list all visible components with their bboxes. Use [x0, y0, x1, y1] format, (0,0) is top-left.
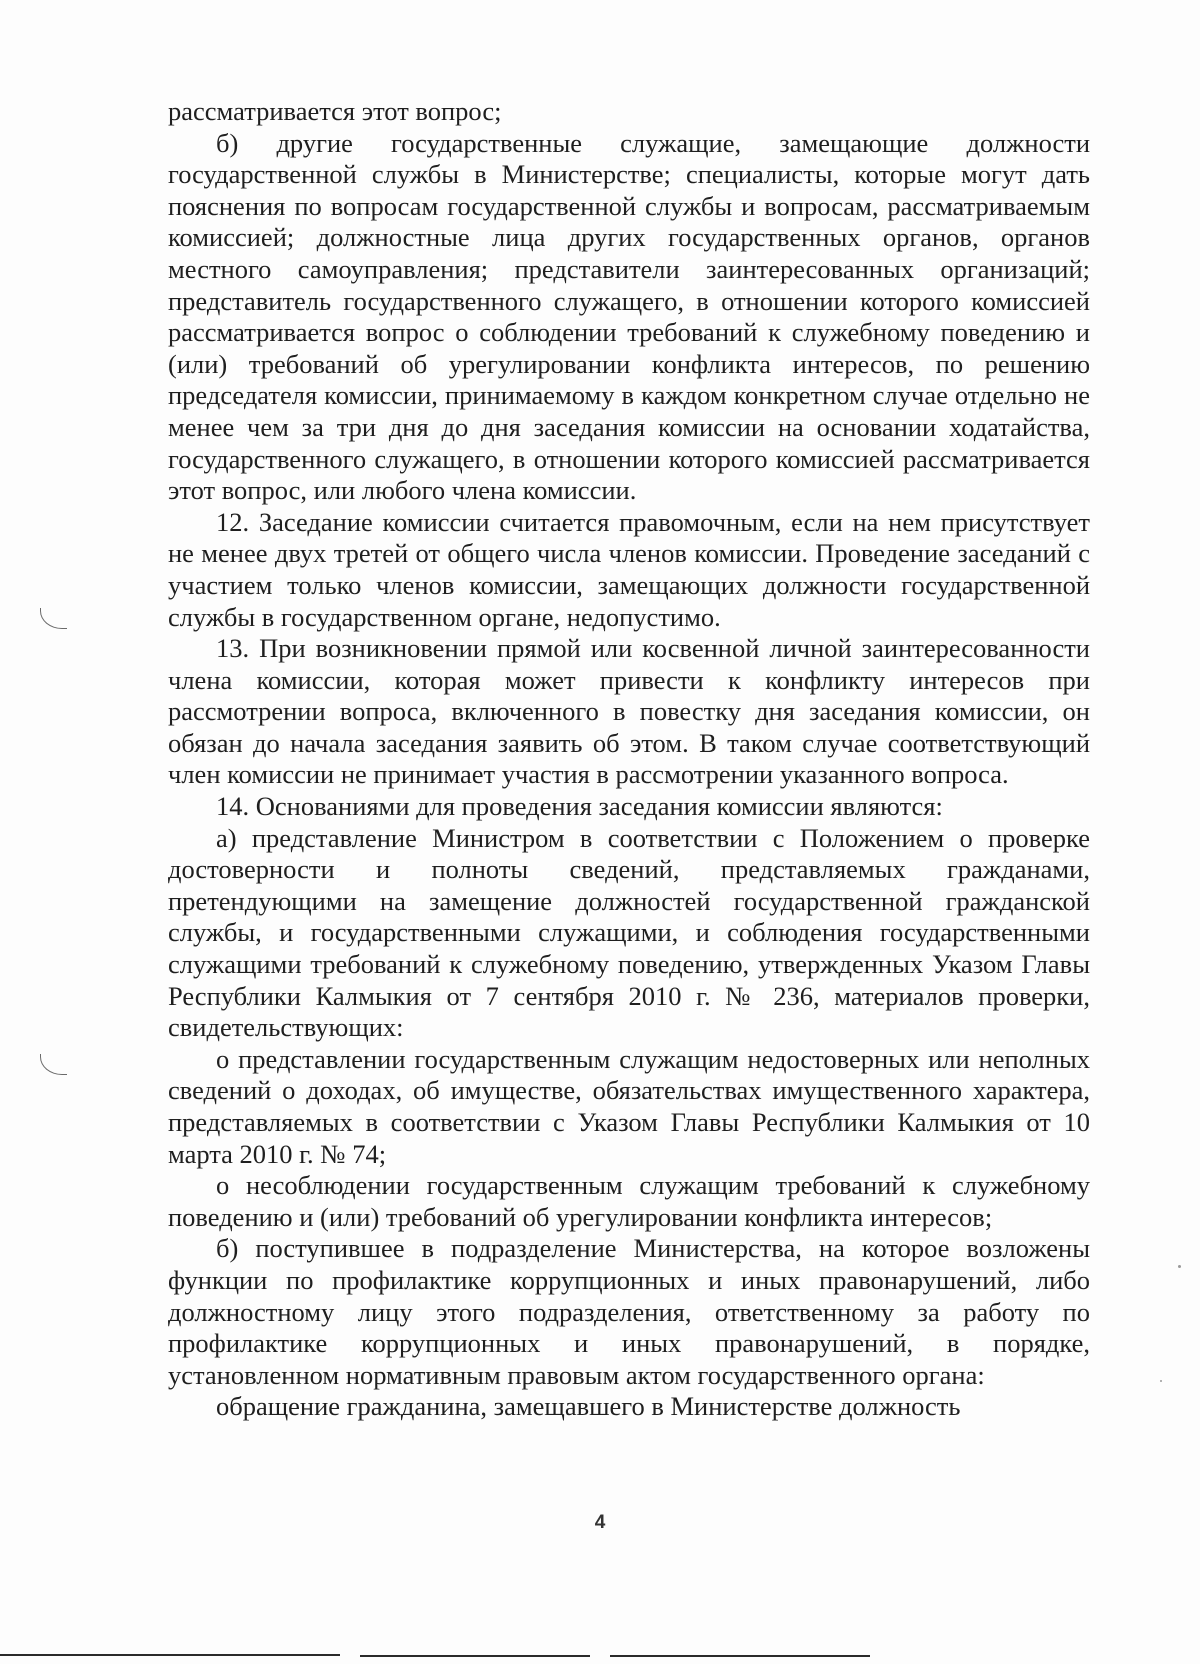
scan-edge-line — [360, 1655, 590, 1657]
paragraph-item-a-submission: а) представление Министром в соответствии с Положением о проверке достоверности и полноты сведений, представляемых гражданами, претендующими на замещение должностей государственной гражданской службы, и государственными служащими, и соблюдения государственными служащими требований к служебному поведению, утвержденных Указом Главы Республики Калмыкия от 7 сентября 2010 г. № 236, материалов проверки, свидетельствующих: — [168, 822, 1090, 1043]
page-number: 4 — [594, 1512, 606, 1533]
punch-hole-mark — [40, 608, 67, 629]
scan-speck — [1160, 1380, 1162, 1382]
scan-edge-line — [0, 1654, 340, 1656]
paragraph-continuation: рассматривается этот вопрос; — [168, 96, 502, 126]
paragraph-14-grounds: 14. Основаниями для проведения заседания комиссии являются: — [216, 791, 943, 822]
paragraph-12-quorum: 12. Заседание комиссии считается правомочным, если на нем присутствует не менее двух третей от общего числа членов комиссии. Проведение заседаний с участием только членов комиссии, замещающих должности государственной службы в государственном органе, недопустимо. — [168, 506, 1090, 632]
paragraph-non-compliance: о несоблюдении государственным служащим требований к служебному поведению и (или) требований об урегулировании конфликта интересов; — [168, 1170, 1090, 1232]
scan-speck — [1178, 1265, 1181, 1268]
paragraph-item-b-received: б) поступившее в подразделение Министерства, на которое возложены функции по профилактике коррупционных и иных правонарушений, либо должностному лицу этого подразделения, ответственному за работу по профилактике коррупционных и иных правонарушений, в порядке, установленном нормативным правовым актом государственного органа: — [168, 1233, 1090, 1390]
punch-hole-mark — [40, 1054, 67, 1075]
document-body — [168, 96, 1090, 1423]
scan-edge-line — [610, 1655, 870, 1657]
paragraph-inaccurate-info: о представлении государственным служащим недостоверных или неполных сведений о доходах, об имуществе, обязательствах имущественного характера, представляемых в соответствии с Указом Главы Республики Калмыкия от 10 марта 2010 г. № 74; — [168, 1043, 1090, 1169]
paragraph-13-conflict: 13. При возникновении прямой или косвенной личной заинтересованности члена комиссии, которая может привести к конфликту интересов при рассмотрении вопроса, включенного в повестку дня заседания комиссии, он обязан до начала заседания заявить об этом. В таком случае соответствующий член комиссии не принимает участия в рассмотрении указанного вопроса. — [168, 633, 1090, 790]
paragraph-citizen-appeal: обращение гражданина, замещавшего в Министерстве должность — [216, 1391, 961, 1422]
paragraph-item-b-participants: б) другие государственные служащие, замещающие должности государственной службы в Министерстве; специалисты, которые могут дать пояснения по вопросам государственной службы и вопросам, рассматриваемым комиссией; должностные лица других государственных органов, органов местного самоуправления; представители заинтересованных организаций; представитель государственного служащего, в отношении которого комиссией рассматривается вопрос о соблюдении требований к служебному поведению и (или) требований об урегулировании конфликта интересов, по решению председателя комиссии, принимаемому в каждом конкретном случае отдельно не менее чем за три дня до дня заседания комиссии на основании ходатайства, государственного служащего, в отношении которого комиссией рассматривается этот вопрос, или любого члена комиссии. — [168, 127, 1090, 506]
